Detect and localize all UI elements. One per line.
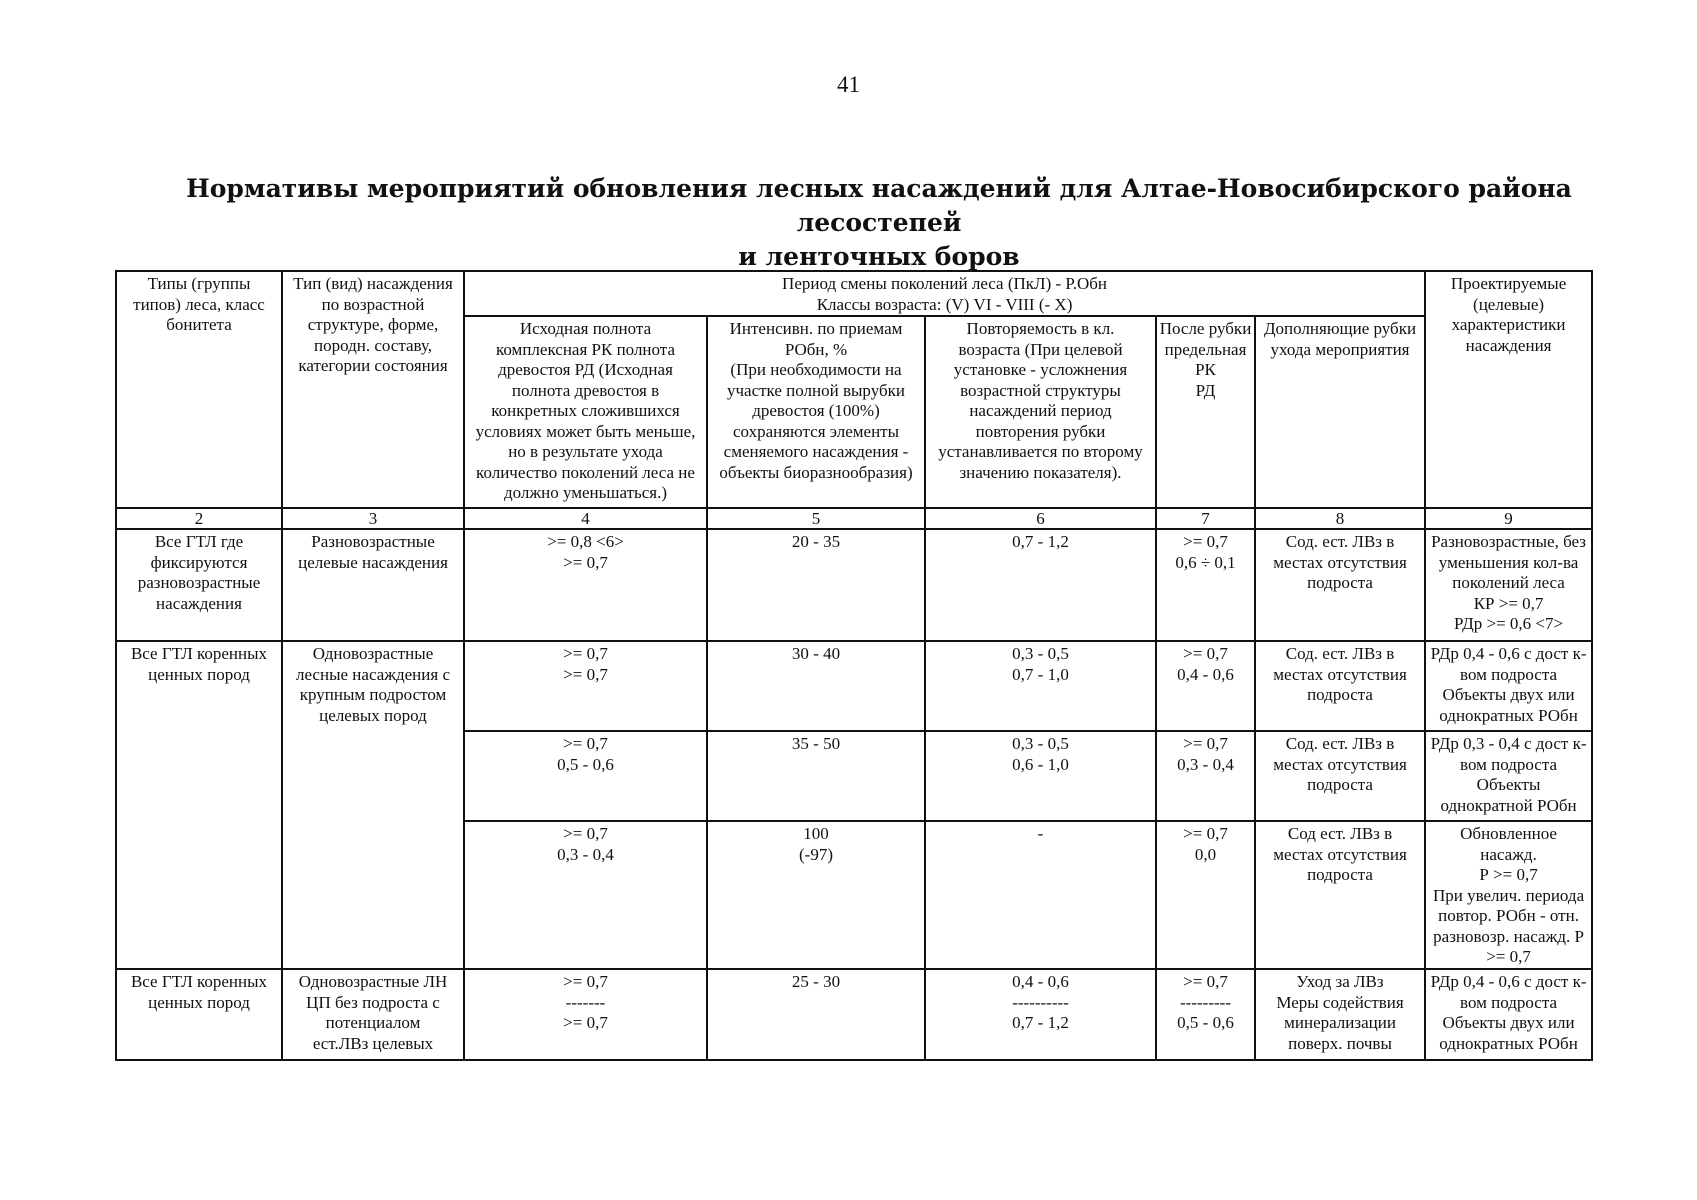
cell-forest-type: Все ГТЛ где фиксируются разновозрастные насаждения <box>116 529 282 641</box>
page-title: Нормативы мероприятий обновления лесных насаждений для Алтае-Новосибирского района лесостепей и ленточных боров <box>186 174 1572 271</box>
cell-repeat: 0,3 - 0,5 0,6 - 1,0 <box>925 731 1156 821</box>
cell-density: >= 0,7 0,3 - 0,4 <box>464 821 707 969</box>
cell-intensity: 100 (-97) <box>707 821 925 969</box>
header-stand-type: Тип (вид) насаждения по возрастной структуре, форме, породн. составу, категории состояния <box>282 271 464 508</box>
cell-density: >= 0,7 >= 0,7 <box>464 641 707 731</box>
cell-after-cut: >= 0,7 0,6 ÷ 0,1 <box>1156 529 1255 641</box>
table-row <box>116 641 1592 731</box>
cell-intensity: 25 - 30 <box>707 969 925 1060</box>
cell-after-cut: >= 0,7 0,3 - 0,4 <box>1156 731 1255 821</box>
cell-repeat: 0,4 - 0,6 ---------- 0,7 - 1,2 <box>925 969 1156 1060</box>
table-row <box>116 529 1592 641</box>
header-target: Проектируемые (целевые) характеристики насаждения <box>1425 271 1592 508</box>
table-row <box>116 969 1592 1060</box>
column-number: 3 <box>282 508 464 529</box>
header-period-group: Период смены поколений леса (ПкЛ) - Р.Обн Классы возраста: (V) VI - VIII (- X) <box>464 271 1425 316</box>
cell-extra: Уход за ЛВз Меры содействия минерализации поверх. почвы <box>1255 969 1425 1060</box>
cell-after-cut: >= 0,7 0,0 <box>1156 821 1255 969</box>
column-number: 6 <box>925 508 1156 529</box>
column-number: 5 <box>707 508 925 529</box>
header-density: Исходная полнота комплексная РК полнота древостоя РД (Исходная полнота древостоя в конкретных сложившихся условиях может быть меньше, но в результате ухода количество поколений леса не должно уменьшаться.) <box>464 316 707 508</box>
norms-table <box>115 270 1593 1061</box>
cell-target: РДр 0,4 - 0,6 с дост к- вом подроста Объекты двух или однократных РОбн <box>1425 969 1592 1060</box>
cell-extra: Сод ест. ЛВз в местах отсутствия подроста <box>1255 821 1425 969</box>
cell-intensity: 20 - 35 <box>707 529 925 641</box>
cell-extra: Сод. ест. ЛВз в местах отсутствия подроста <box>1255 529 1425 641</box>
cell-stand-type: Одновозрастные ЛН ЦП без подроста с потенциалом ест.ЛВз целевых <box>282 969 464 1060</box>
cell-target: РДр 0,3 - 0,4 с дост к- вом подроста Объекты однократной РОбн <box>1425 731 1592 821</box>
cell-extra: Сод. ест. ЛВз в местах отсутствия подроста <box>1255 641 1425 731</box>
cell-target: Разновозрастные, без уменьшения кол-ва поколений леса КР >= 0,7 РДр >= 0,6 <7> <box>1425 529 1592 641</box>
cell-intensity: 30 - 40 <box>707 641 925 731</box>
cell-extra: Сод. ест. ЛВз в местах отсутствия подроста <box>1255 731 1425 821</box>
cell-density: >= 0,8 <6> >= 0,7 <box>464 529 707 641</box>
cell-target: Обновленное насажд. Р >= 0,7 При увелич. периода повтор. РОбн - отн. разновозр. насажд. Р >= 0,7 <box>1425 821 1592 969</box>
cell-forest-type: Все ГТЛ коренных ценных пород <box>116 969 282 1060</box>
cell-after-cut: >= 0,7 0,4 - 0,6 <box>1156 641 1255 731</box>
header-extra: Дополняющие рубки ухода мероприятия <box>1255 316 1425 508</box>
header-after-cut: После рубки предельная РК РД <box>1156 316 1255 508</box>
cell-target: РДр 0,4 - 0,6 с дост к- вом подроста Объекты двух или однократных РОбн <box>1425 641 1592 731</box>
cell-repeat: - <box>925 821 1156 969</box>
cell-density: >= 0,7 ------- >= 0,7 <box>464 969 707 1060</box>
column-number: 8 <box>1255 508 1425 529</box>
header-repeat: Повторяемость в кл. возраста (При целевой установке - усложнения возрастной структуры насаждений период повторения рубки устанавливается по второму значению показателя). <box>925 316 1156 508</box>
column-number: 4 <box>464 508 707 529</box>
cell-after-cut: >= 0,7 --------- 0,5 - 0,6 <box>1156 969 1255 1060</box>
header-intensity: Интенсивн. по приемам РОбн, % (При необходимости на участке полной вырубки древостоя (100%) сохраняются элементы сменяемого насаждения - объекты биоразнообразия) <box>707 316 925 508</box>
cell-repeat: 0,7 - 1,2 <box>925 529 1156 641</box>
cell-density: >= 0,7 0,5 - 0,6 <box>464 731 707 821</box>
cell-intensity: 35 - 50 <box>707 731 925 821</box>
column-number: 7 <box>1156 508 1255 529</box>
cell-forest-type: Все ГТЛ коренных ценных пород <box>116 641 282 969</box>
header-forest-type: Типы (группы типов) леса, класс бонитета <box>116 271 282 508</box>
cell-repeat: 0,3 - 0,5 0,7 - 1,0 <box>925 641 1156 731</box>
column-number: 9 <box>1425 508 1592 529</box>
column-number: 2 <box>116 508 282 529</box>
column-numbers-row <box>116 508 1592 529</box>
cell-stand-type: Разновозрастные целевые насаждения <box>282 529 464 641</box>
cell-stand-type: Одновозрастные лесные насаждения с крупным подростом целевых пород <box>282 641 464 969</box>
page-number: 41 <box>837 72 860 97</box>
